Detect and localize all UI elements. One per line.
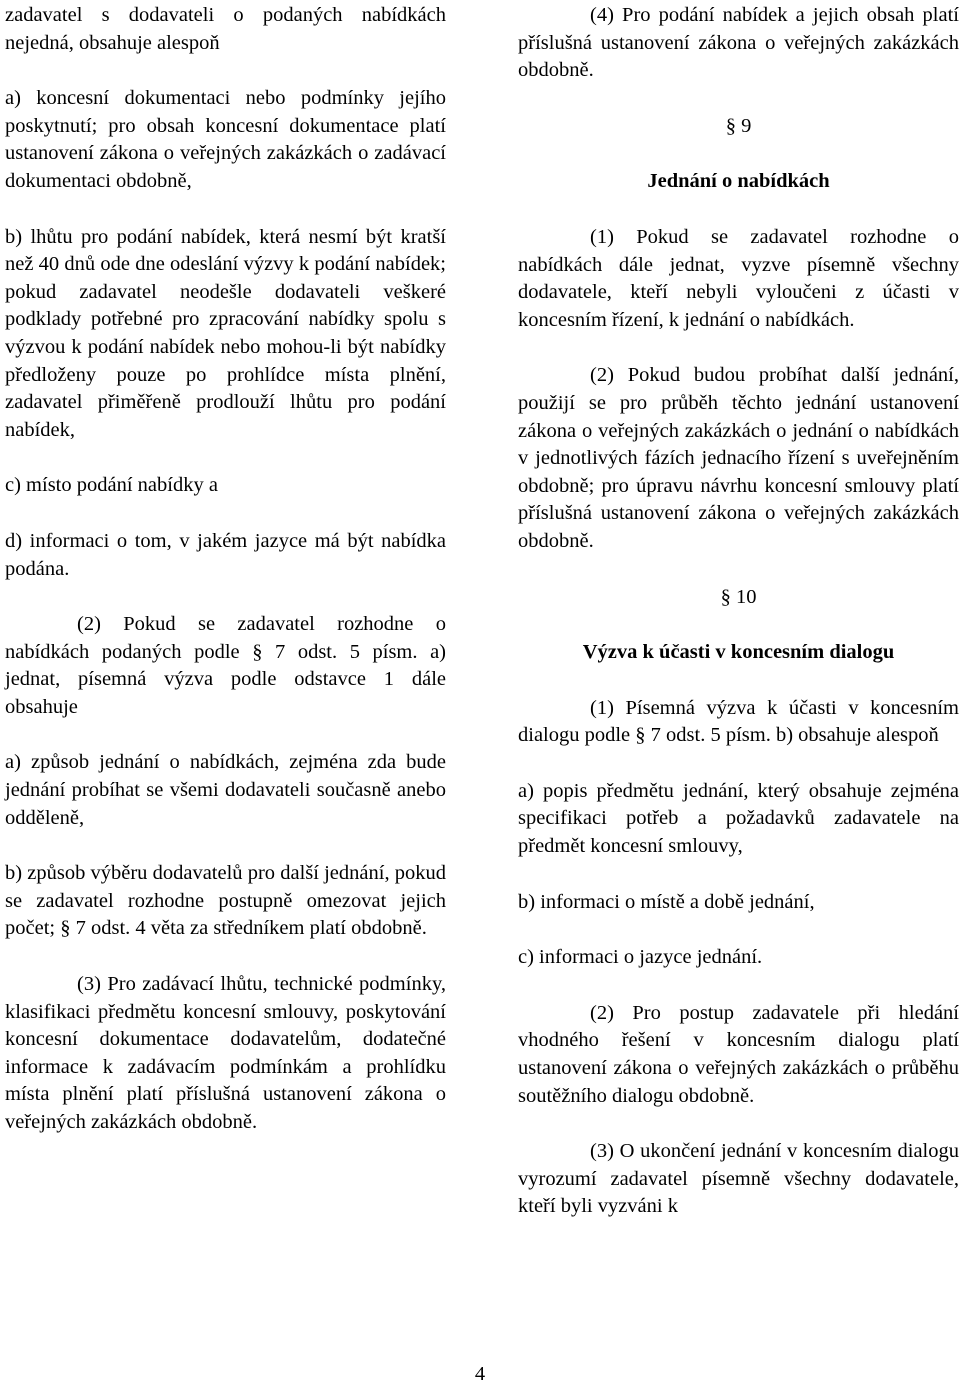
section-title-9: Jednání o nabídkách	[647, 170, 830, 193]
list-item-b: b) informaci o místě a době jednání,	[518, 890, 815, 913]
paragraph-1: (1) Písemná výzva k účasti v koncesním dialogu podle § 7 odst. 5 písm. b) obsahuje alespoň	[518, 696, 959, 747]
section-number-9: § 9	[725, 114, 752, 137]
paragraph-2: (2) Pokud se zadavatel rozhodne o nabídkách podaných podle § 7 odst. 5 písm. a) jednat, písemná výzva podle odstavce 1 dále obsahuje	[5, 613, 446, 718]
list-item-c: c) místo podání nabídky a	[5, 474, 218, 497]
paragraph-1: (1) Pokud se zadavatel rozhodne o nabídkách dále jednat, vyzve písemně všechny dodavatele, kteří nebyli vyloučeni z účasti v koncesním řízení, k jednání o nabídkách.	[518, 225, 959, 331]
paragraph-2: (2) Pro postup zadavatele při hledání vhodného řešení v koncesním dialogu platí ustanovení zákona o veřejných zakázkách o průběhu soutěžního dialogu obdobně.	[518, 1001, 959, 1107]
paragraph-3: (3) O ukončení jednání v koncesním dialogu vyrozumí zadavatel písemně všechny dodavatele, kteří byli vyzváni k	[518, 1140, 959, 1218]
list-item-a: a) koncesní dokumentaci nebo podmínky jejího poskytnutí; pro obsah koncesní dokumentace platí ustanovení zákona o veřejných zakázkách o zadávací dokumentaci obdobně,	[5, 87, 446, 192]
list-item-a: a) popis předmětu jednání, který obsahuje zejména specifikaci potřeb a požadavků zadavatele na předmět koncesní smlouvy,	[518, 779, 959, 858]
section-number-10: § 10	[720, 585, 757, 608]
list-item-b: b) způsob výběru dodavatelů pro další jednání, pokud se zadavatel rozhodne postupně omezovat jejich počet; § 7 odst. 4 věta za středníkem platí obdobně.	[5, 862, 446, 940]
paragraph: zadavatel s dodavateli o podaných nabídkách nejedná, obsahuje alespoň	[5, 4, 446, 54]
section-title-10: Výzva k účasti v koncesním dialogu	[582, 641, 895, 664]
list-item-c: c) informaci o jazyce jednání.	[518, 946, 763, 969]
right-text-column	[518, 2, 959, 1249]
paragraph-3: (3) Pro zadávací lhůtu, technické podmínky, klasifikaci předmětu koncesní smlouvy, poskytování koncesní dokumentace dodavatelům, dodatečné informace k zadávacím podmínkám a prohlídku místa plnění platí příslušná ustanovení zákona o veřejných zakázkách obdobně.	[5, 973, 446, 1133]
paragraph-2: (2) Pokud budou probíhat další jednání, použijí se pro průběh těchto jednání ustanovení zákona o veřejných zakázkách o jednání o nabídkách v jednotlivých fázích jednacího řízení s uveřejněním obdobně; pro úpravu návrhu koncesní smlouvy platí příslušná ustanovení zákona o veřejných zakázkách obdobně.	[518, 364, 959, 552]
list-item-d: d) informaci o tom, v jakém jazyce má být nabídka podána.	[5, 529, 446, 580]
list-item-b: b) lhůtu pro podání nabídek, která nesmí být kratší než 40 dnů ode dne odeslání výzvy k podání nabídek; pokud zadavatel neodešle dodavateli veškeré podklady potřebné pro zpracování nabídky spolu s výzvou k podání nabídek nebo mohou-li být nabídky předloženy pouze po prohlídce místa plnění, zadavatel přiměřeně prodlouží lhůtu pro podání nabídek,	[5, 225, 446, 441]
paragraph-4: (4) Pro podání nabídek a jejich obsah platí příslušná ustanovení zákona o veřejných zakázkách obdobně.	[518, 4, 959, 82]
page-number: 4	[474, 1363, 486, 1385]
left-text-column	[5, 2, 446, 1165]
list-item-a: a) způsob jednání o nabídkách, zejména zda bude jednání probíhat se všemi dodavateli současně anebo odděleně,	[5, 751, 446, 829]
